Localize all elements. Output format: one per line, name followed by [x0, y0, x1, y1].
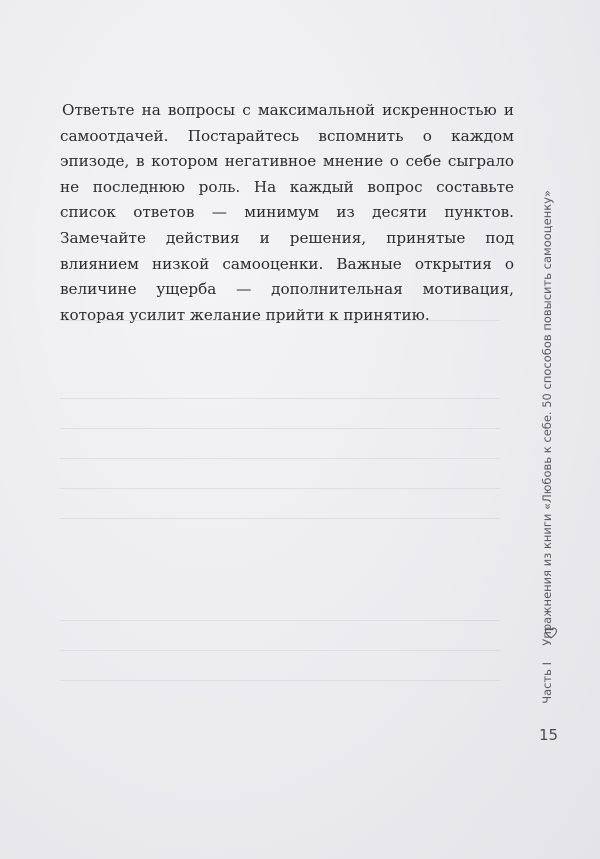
bleed-through-line: [60, 620, 500, 621]
bleed-through-line: [60, 320, 500, 321]
heart-icon: [544, 626, 558, 640]
bleed-through-line: [60, 428, 500, 429]
part-label: Часть I: [540, 662, 554, 704]
bleed-through-line: [60, 488, 500, 489]
bleed-through-line: [60, 398, 500, 399]
running-title: Упражнения из книги «Любовь к себе. 50 способов повысить самооценку»: [540, 190, 554, 646]
bleed-through-line: [60, 518, 500, 519]
bleed-through-line: [60, 680, 500, 681]
bleed-through-line: [60, 458, 500, 459]
page-sidebar: [540, 160, 562, 720]
exercise-instructions: Ответьте на вопросы с максимальной искренностью и самоотдачей. Постарайтесь вспомнить о каждом эпизоде, в котором негативное мнение о себе сыграло не последнюю роль. На каждый вопрос составьте список ответов — минимум из десяти пунктов. Замечайте действия и решения, принятые под влиянием низкой самооценки. Важные открытия о величине ущерба — дополнительная мотивация, которая усилит желание прийти к принятию.: [60, 101, 514, 324]
page-number: 15: [539, 726, 559, 744]
bleed-through-line: [60, 650, 500, 651]
